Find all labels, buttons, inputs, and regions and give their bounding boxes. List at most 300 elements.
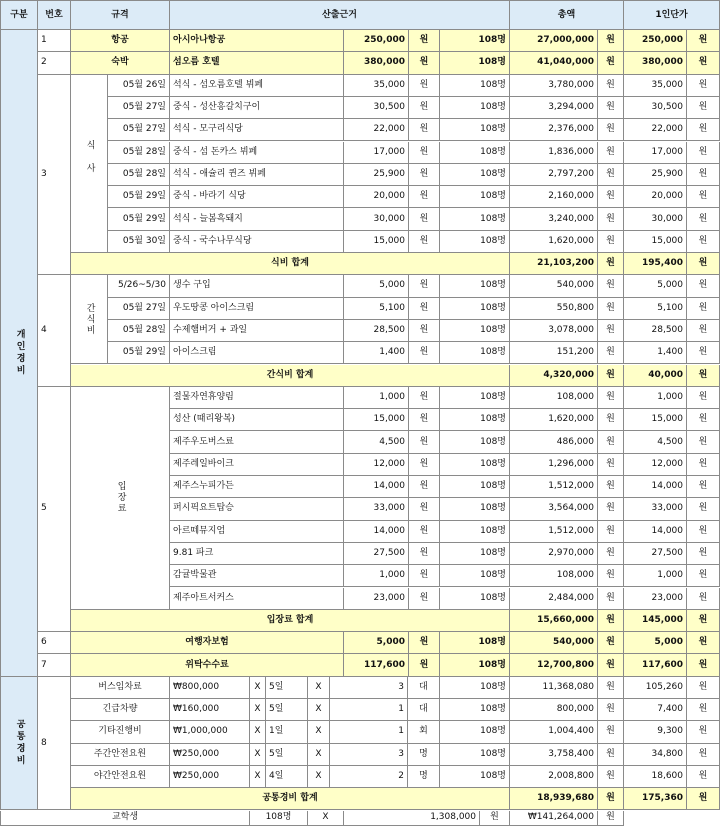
people-cell: 108명 [440,431,510,453]
rate-cell: ₩250,000 [170,744,250,766]
people-cell: 108명 [440,699,510,721]
date-cell: 05월 29일 [108,208,170,230]
per-person-cell: 15,000 [624,231,687,253]
people-cell: 108명 [440,52,510,74]
total-cell: 41,040,000 [510,52,598,74]
price-cell: 4,500 [344,431,409,453]
unit-cell: 원 [598,164,624,186]
group-label-snacks: 간식비 [71,275,108,364]
price-cell: 25,900 [344,164,409,186]
per-person-cell: 5,000 [624,275,687,297]
per-person-cell: 12,000 [624,454,687,476]
unit-cell: 원 [687,766,720,788]
total-cell: 1,836,000 [510,142,598,164]
per-person-cell: 33,000 [624,498,687,520]
people-cell: 108명 [440,565,510,587]
total-cell: 27,000,000 [510,30,598,52]
total-cell: 3,780,000 [510,75,598,97]
total-cell: 540,000 [510,275,598,297]
price-cell: 14,000 [344,521,409,543]
rate-cell: ₩800,000 [170,677,250,699]
unit-cell: 원 [687,186,720,208]
unit-cell: 원 [687,409,720,431]
item-name: 석식 - 애슐리 퀸즈 뷔페 [170,164,344,186]
date-cell: 05월 29일 [108,186,170,208]
item-name: 생수 구입 [170,275,344,297]
unit-cell: 원 [409,565,440,587]
unit-cell: 원 [687,744,720,766]
per-person-cell: 15,000 [624,409,687,431]
unit-cell: 원 [687,654,720,676]
total-cell: 1,620,000 [510,231,598,253]
price-cell: 33,000 [344,498,409,520]
date-cell: 05월 27일 [108,298,170,320]
price-cell: 5,100 [344,298,409,320]
row-number: 1 [38,30,71,52]
days-cell: 4일 [266,766,308,788]
per-person-cell: 27,500 [624,543,687,565]
multiply-sign: X [308,699,330,721]
unit-cell: 원 [409,75,440,97]
unit-cell: 원 [598,52,624,74]
item-name: 야간안전요원 [71,766,170,788]
per-person-cell: 195,400 [624,253,687,275]
per-person-cell: 4,500 [624,431,687,453]
total-cell: 12,700,800 [510,654,598,676]
unit-cell: 원 [687,788,720,810]
unit-cell: 원 [687,610,720,632]
subtotal-label: 간식비 합계 [71,365,510,387]
people-cell: 108명 [440,387,510,409]
item-name: 감귤박물관 [170,565,344,587]
people-cell: 108명 [440,721,510,743]
quantity-cell: 3 [330,677,408,699]
item-name: 석식 - 모구리식당 [170,119,344,141]
people-cell: 108명 [440,654,510,676]
per-person-cell: 5,100 [624,298,687,320]
row-number: 7 [38,654,71,676]
unit-cell: 원 [598,75,624,97]
total-cell: 550,800 [510,298,598,320]
unit-cell: 원 [480,811,510,827]
grand-total: ₩141,264,000 [510,811,598,827]
unit-cell: 원 [409,320,440,342]
per-person-cell: 1,000 [624,387,687,409]
unit-cell: 원 [598,253,624,275]
unit-cell: 원 [687,298,720,320]
per-person-cell: 22,000 [624,119,687,141]
people-cell: 108명 [440,521,510,543]
people-cell: 108명 [440,164,510,186]
people-cell: 108명 [440,119,510,141]
subtotal-label: 식비 합계 [71,253,510,275]
unit-cell: 원 [598,119,624,141]
unit-cell: 원 [598,409,624,431]
item-name: 제주스누피가든 [170,476,344,498]
item-name: 석식 - 늘봄흑돼지 [170,208,344,230]
total-cell: 1,512,000 [510,521,598,543]
unit-cell: 원 [687,387,720,409]
item-name: 섬오름 호텔 [170,52,344,74]
item-name: 주간안전요원 [71,744,170,766]
date-cell: 05월 27일 [108,97,170,119]
people-cell: 108명 [440,766,510,788]
unit-cell: 회 [408,721,440,743]
people-cell: 108명 [440,409,510,431]
item-name: 우도땅콩 아이스크림 [170,298,344,320]
per-person-cell: 145,000 [624,610,687,632]
date-cell: 05월 26일 [108,75,170,97]
total-cell: 486,000 [510,431,598,453]
per-person-cell: 30,000 [624,208,687,230]
unit-cell: 원 [687,498,720,520]
footer-people: 108명 [250,811,308,827]
people-cell: 108명 [440,208,510,230]
unit-cell: 원 [598,365,624,387]
unit-cell: 원 [687,721,720,743]
unit-cell: 원 [598,543,624,565]
item-name: 9.81 파크 [170,543,344,565]
unit-cell: 원 [687,142,720,164]
total-cell: 4,320,000 [510,365,598,387]
row-number: 3 [38,75,71,276]
item-name: 아르떼뮤지엄 [170,521,344,543]
unit-cell: 원 [409,208,440,230]
price-cell: 117,600 [344,654,409,676]
unit-cell: 대 [408,677,440,699]
price-cell: 1,400 [344,342,409,364]
multiply-sign: X [308,721,330,743]
quantity-cell: 2 [330,766,408,788]
price-cell: 5,000 [344,632,409,654]
header-per-person: 1인단가 [624,0,720,30]
unit-cell: 원 [598,476,624,498]
unit-cell: 원 [598,454,624,476]
unit-cell: 원 [687,365,720,387]
per-person-cell: 28,500 [624,320,687,342]
total-cell: 540,000 [510,632,598,654]
people-cell: 108명 [440,142,510,164]
per-person-cell: 5,000 [624,632,687,654]
unit-cell: 원 [409,498,440,520]
quantity-cell: 1 [330,699,408,721]
unit-cell: 원 [409,52,440,74]
unit-cell: 원 [409,521,440,543]
item-name: 성산 (때리왕복) [170,409,344,431]
unit-cell: 원 [598,186,624,208]
unit-cell: 원 [409,119,440,141]
people-cell: 108명 [440,186,510,208]
people-cell: 108명 [440,454,510,476]
per-person-cell: 105,260 [624,677,687,699]
item-name: 제주아트서커스 [170,588,344,610]
header-basis: 산출근거 [170,0,510,30]
unit-cell: 원 [598,275,624,297]
total-cell: 3,564,000 [510,498,598,520]
multiply-sign: X [308,811,344,827]
total-cell: 1,512,000 [510,476,598,498]
quantity-cell: 1 [330,721,408,743]
multiply-sign: X [250,744,266,766]
unit-cell: 원 [687,565,720,587]
unit-cell: 원 [598,699,624,721]
unit-cell: 대 [408,699,440,721]
price-cell: 28,500 [344,320,409,342]
total-cell: 11,368,080 [510,677,598,699]
unit-cell: 원 [687,454,720,476]
header-total: 총액 [510,0,624,30]
per-person-cell: 35,000 [624,75,687,97]
header-number: 번호 [38,0,71,30]
rate-cell: ₩1,000,000 [170,721,250,743]
price-cell: 250,000 [344,30,409,52]
per-person-cell: 30,500 [624,97,687,119]
price-cell: 17,000 [344,142,409,164]
unit-cell: 원 [598,30,624,52]
unit-cell: 원 [687,320,720,342]
unit-cell: 원 [687,632,720,654]
per-person-cell: 20,000 [624,186,687,208]
price-cell: 1,000 [344,387,409,409]
item-name: 여행자보험 [71,632,344,654]
unit-cell: 원 [687,208,720,230]
people-cell: 108명 [440,320,510,342]
multiply-sign: X [250,699,266,721]
unit-cell: 원 [598,654,624,676]
unit-cell: 원 [598,565,624,587]
unit-cell: 원 [687,431,720,453]
unit-cell: 원 [598,788,624,810]
spec-cell: 항공 [71,30,170,52]
per-person-cell: 1,000 [624,565,687,587]
unit-cell: 원 [687,30,720,52]
people-cell: 108명 [440,632,510,654]
unit-cell: 원 [409,298,440,320]
unit-cell: 원 [687,699,720,721]
unit-cell: 원 [598,342,624,364]
price-cell: 20,000 [344,186,409,208]
item-name: 석식 - 섬오름호텔 뷔페 [170,75,344,97]
unit-cell: 원 [598,231,624,253]
row-number: 2 [38,52,71,74]
days-cell: 5일 [266,699,308,721]
unit-cell: 원 [687,342,720,364]
unit-cell: 원 [687,52,720,74]
total-cell: 15,660,000 [510,610,598,632]
group-label-admission: 입장료 [71,387,170,610]
per-person-cell: 17,000 [624,142,687,164]
row-number: 5 [38,387,71,632]
days-cell: 5일 [266,744,308,766]
total-cell: 2,376,000 [510,119,598,141]
item-name: 제주레일바이크 [170,454,344,476]
per-person-cell: 175,360 [624,788,687,810]
people-cell: 108명 [440,744,510,766]
unit-cell: 원 [598,320,624,342]
date-cell: 05월 28일 [108,164,170,186]
unit-cell: 원 [409,97,440,119]
unit-cell: 원 [598,142,624,164]
total-cell: 108,000 [510,387,598,409]
multiply-sign: X [250,677,266,699]
unit-cell: 원 [409,632,440,654]
header-category: 구분 [0,0,38,30]
footer-amount: 1,308,000 [344,811,480,827]
item-name: 중식 - 바라기 식당 [170,186,344,208]
price-cell: 30,500 [344,97,409,119]
total-cell: 2,970,000 [510,543,598,565]
row-number: 6 [38,632,71,654]
days-cell: 5일 [266,677,308,699]
unit-cell: 원 [409,231,440,253]
item-name: 아이스크림 [170,342,344,364]
per-person-cell: 14,000 [624,476,687,498]
unit-cell: 원 [409,476,440,498]
price-cell: 15,000 [344,231,409,253]
unit-cell: 원 [598,521,624,543]
total-cell: 2,797,200 [510,164,598,186]
multiply-sign: X [308,744,330,766]
unit-cell: 원 [598,766,624,788]
multiply-sign: X [308,677,330,699]
people-cell: 108명 [440,231,510,253]
unit-cell: 원 [687,231,720,253]
price-cell: 5,000 [344,275,409,297]
item-name: 버스임차료 [71,677,170,699]
date-cell: 05월 30일 [108,231,170,253]
unit-cell: 원 [598,721,624,743]
unit-cell: 원 [687,119,720,141]
item-name: 수제햄버거 + 과일 [170,320,344,342]
header-spec: 규격 [71,0,170,30]
date-cell: 05월 29일 [108,342,170,364]
item-name: 긴급차량 [71,699,170,721]
per-person-cell: 1,400 [624,342,687,364]
people-cell: 108명 [440,97,510,119]
rate-cell: ₩160,000 [170,699,250,721]
unit-cell: 원 [409,164,440,186]
per-person-cell: 7,400 [624,699,687,721]
unit-cell: 원 [409,30,440,52]
unit-cell: 원 [409,186,440,208]
group-label-meals: 식사 [71,75,108,253]
unit-cell: 원 [409,543,440,565]
price-cell: 1,000 [344,565,409,587]
unit-cell: 원 [409,387,440,409]
people-cell: 108명 [440,476,510,498]
per-person-cell: 380,000 [624,52,687,74]
total-cell: 1,620,000 [510,409,598,431]
spec-cell: 숙박 [71,52,170,74]
footer-label: 교학생 [0,811,250,827]
multiply-sign: X [308,766,330,788]
subtotal-label: 공통경비 합계 [71,788,510,810]
row-number: 4 [38,275,71,387]
unit-cell: 원 [687,97,720,119]
total-cell: 21,103,200 [510,253,598,275]
per-person-cell: 250,000 [624,30,687,52]
unit-cell: 원 [598,387,624,409]
group-label-personal: 개인경비 [0,30,38,677]
item-name: 제주우도버스료 [170,431,344,453]
unit-cell: 원 [409,454,440,476]
unit-cell: 명 [408,744,440,766]
price-cell: 27,500 [344,543,409,565]
date-cell: 05월 27일 [108,119,170,141]
item-name: 중식 - 섬 돈카스 뷔페 [170,142,344,164]
date-cell: 05월 28일 [108,142,170,164]
unit-cell: 원 [687,275,720,297]
row-number: 8 [38,677,71,811]
unit-cell: 원 [409,342,440,364]
multiply-sign: X [250,721,266,743]
unit-cell: 원 [409,588,440,610]
unit-cell: 원 [687,521,720,543]
unit-cell: 원 [687,476,720,498]
unit-cell: 명 [408,766,440,788]
people-cell: 108명 [440,543,510,565]
people-cell: 108명 [440,275,510,297]
per-person-cell: 25,900 [624,164,687,186]
date-cell: 05월 28일 [108,320,170,342]
people-cell: 108명 [440,342,510,364]
unit-cell: 원 [687,543,720,565]
unit-cell: 원 [598,677,624,699]
group-label-common: 공통경비 [0,677,38,811]
total-cell: 3,078,000 [510,320,598,342]
total-cell: 2,160,000 [510,186,598,208]
total-cell: 108,000 [510,565,598,587]
price-cell: 35,000 [344,75,409,97]
unit-cell: 원 [598,97,624,119]
unit-cell: 원 [598,610,624,632]
unit-cell: 원 [598,744,624,766]
price-cell: 22,000 [344,119,409,141]
people-cell: 108명 [440,498,510,520]
price-cell: 12,000 [344,454,409,476]
total-cell: 1,004,400 [510,721,598,743]
price-cell: 30,000 [344,208,409,230]
item-name: 절물자연휴양림 [170,387,344,409]
price-cell: 14,000 [344,476,409,498]
total-cell: 3,294,000 [510,97,598,119]
unit-cell: 원 [598,811,624,827]
days-cell: 1일 [266,721,308,743]
price-cell: 15,000 [344,409,409,431]
total-cell: 2,008,800 [510,766,598,788]
unit-cell: 원 [598,431,624,453]
item-name: 아시아나항공 [170,30,344,52]
total-cell: 18,939,680 [510,788,598,810]
total-cell: 2,484,000 [510,588,598,610]
unit-cell: 원 [687,677,720,699]
unit-cell: 원 [598,588,624,610]
unit-cell: 원 [598,632,624,654]
unit-cell: 원 [687,75,720,97]
unit-cell: 원 [687,588,720,610]
unit-cell: 원 [409,431,440,453]
date-cell: 5/26~5/30 [108,275,170,297]
item-name: 위탁수수료 [71,654,344,676]
people-cell: 108명 [440,75,510,97]
total-cell: 3,758,400 [510,744,598,766]
per-person-cell: 34,800 [624,744,687,766]
unit-cell: 원 [409,142,440,164]
per-person-cell: 40,000 [624,365,687,387]
total-cell: 1,296,000 [510,454,598,476]
people-cell: 108명 [440,30,510,52]
multiply-sign: X [250,766,266,788]
